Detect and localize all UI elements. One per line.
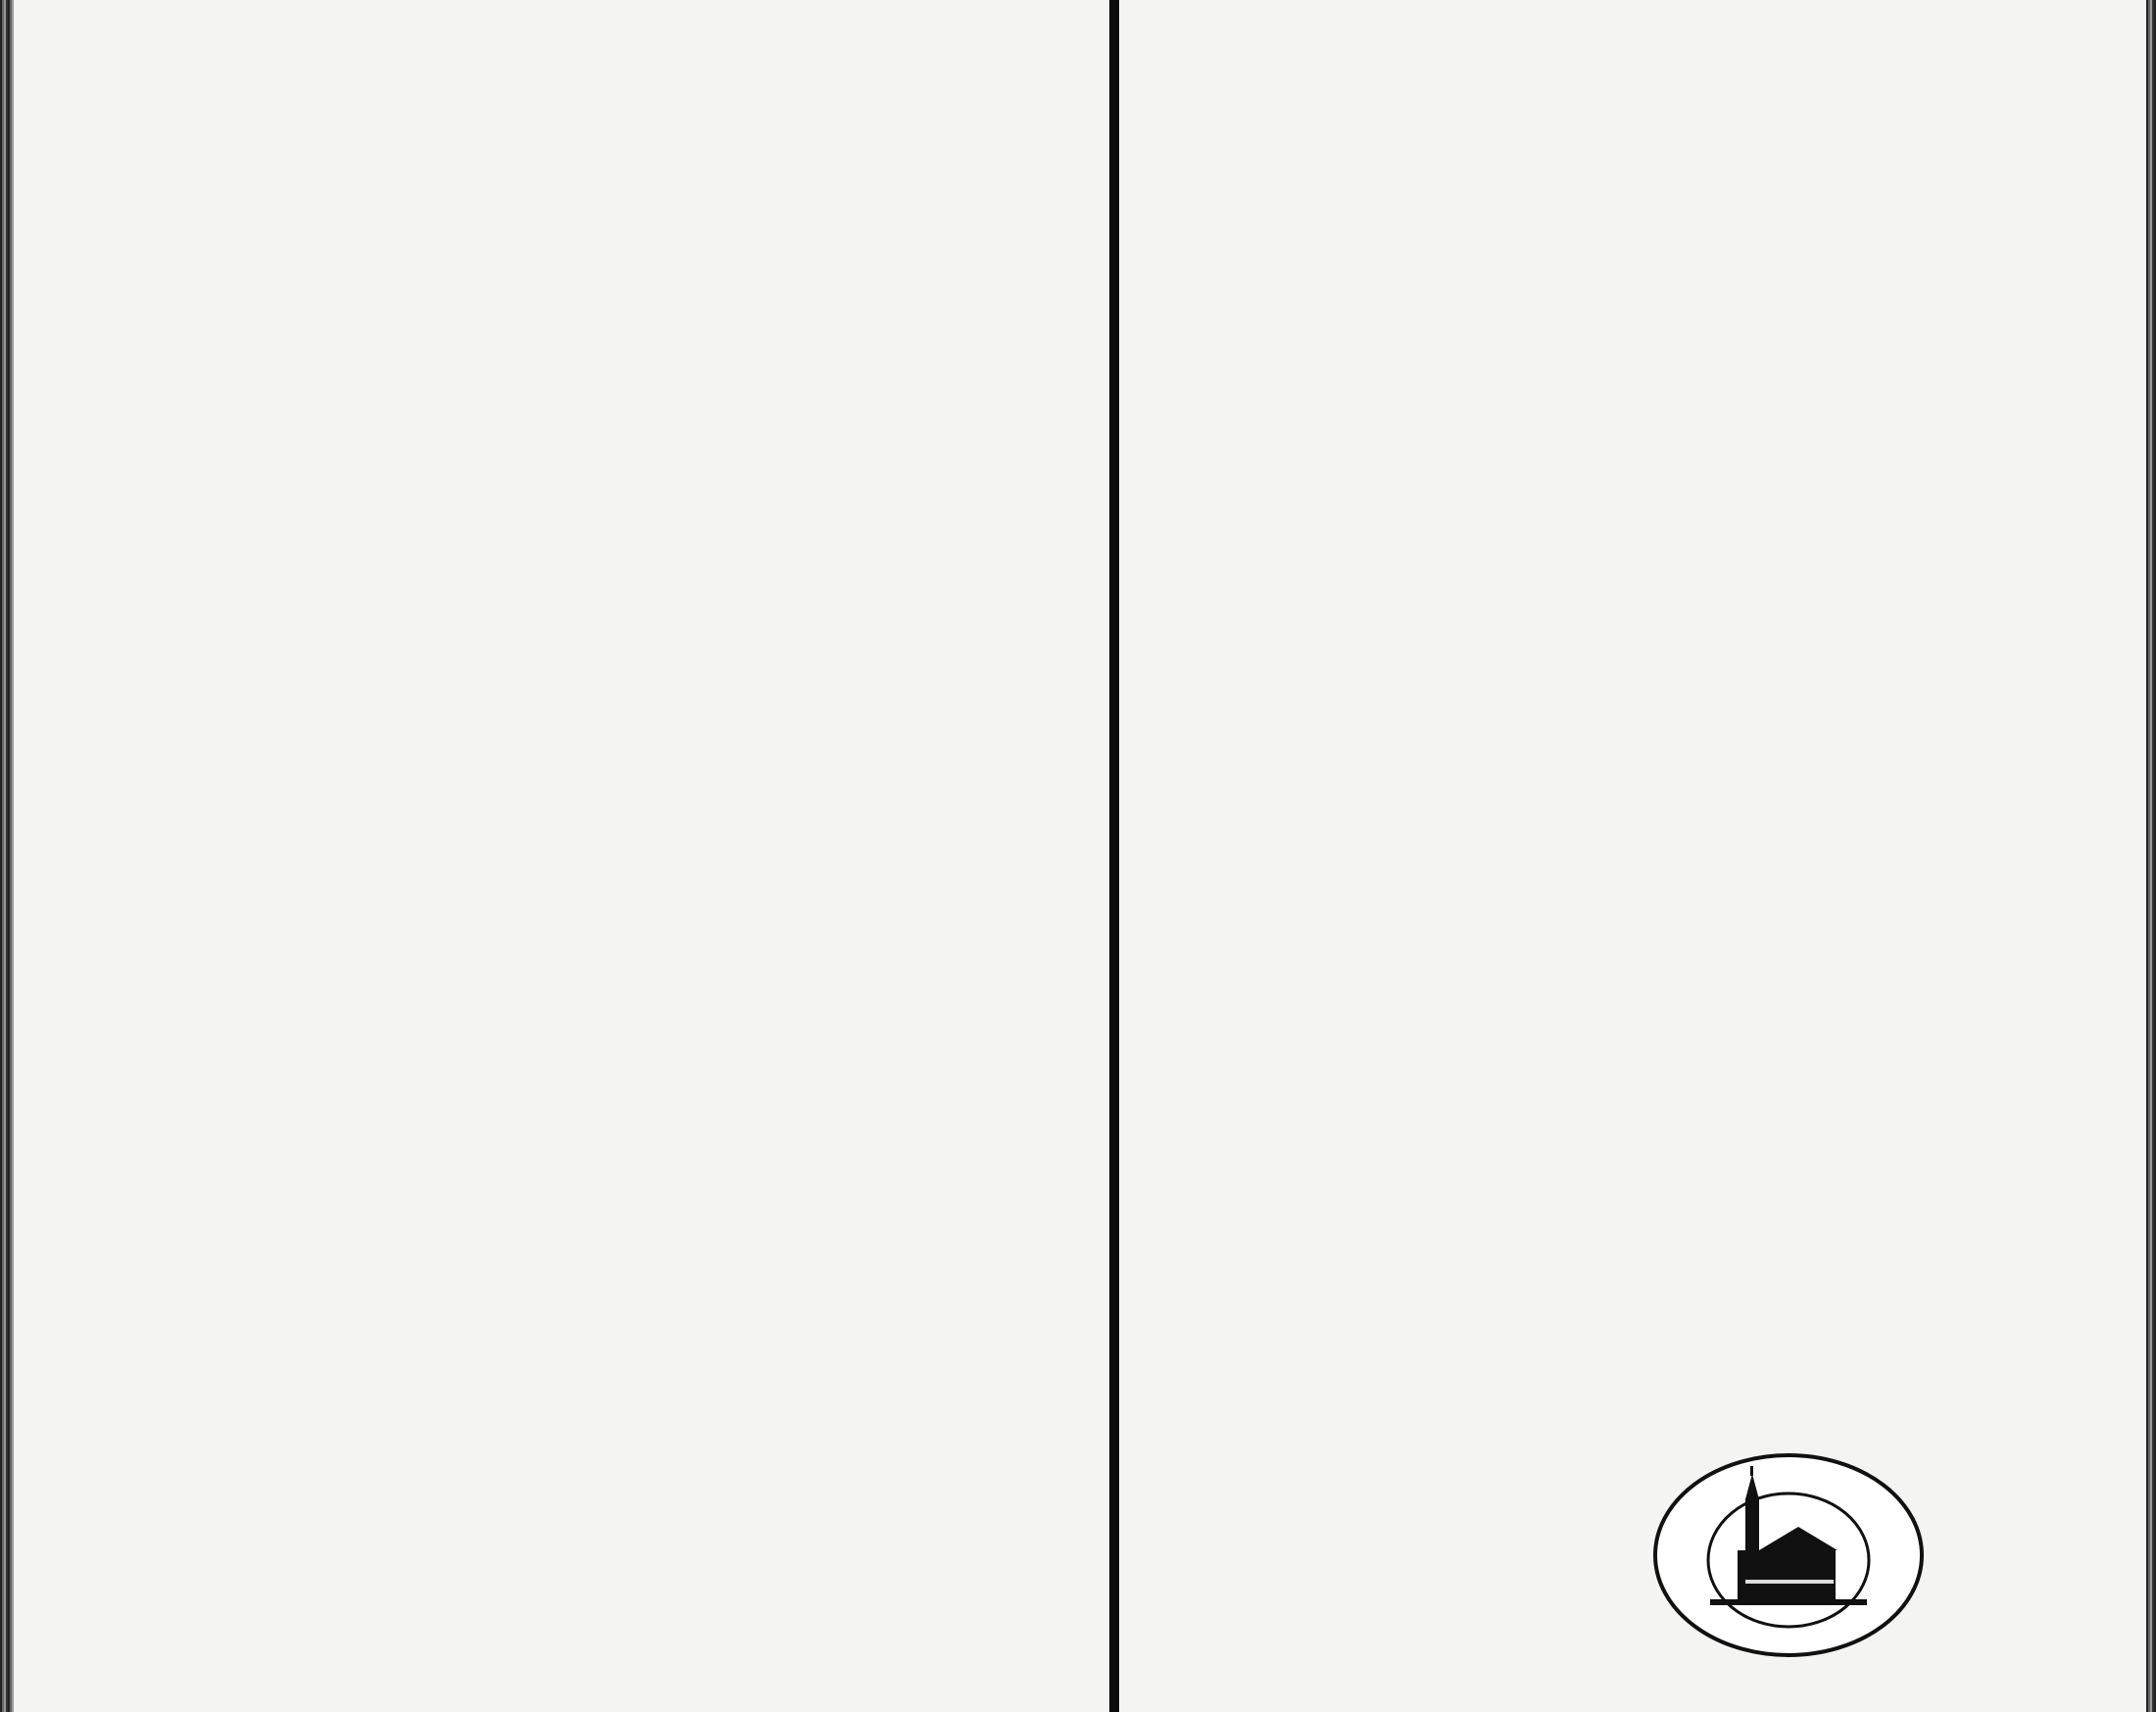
right-register-grid bbox=[1119, 0, 2146, 1712]
diocese-stamp bbox=[1651, 1452, 1926, 1658]
left-register-grid bbox=[14, 0, 1109, 1712]
book-gutter bbox=[1109, 0, 1119, 1712]
left-page bbox=[14, 0, 1109, 1712]
right-page bbox=[1119, 0, 2146, 1712]
